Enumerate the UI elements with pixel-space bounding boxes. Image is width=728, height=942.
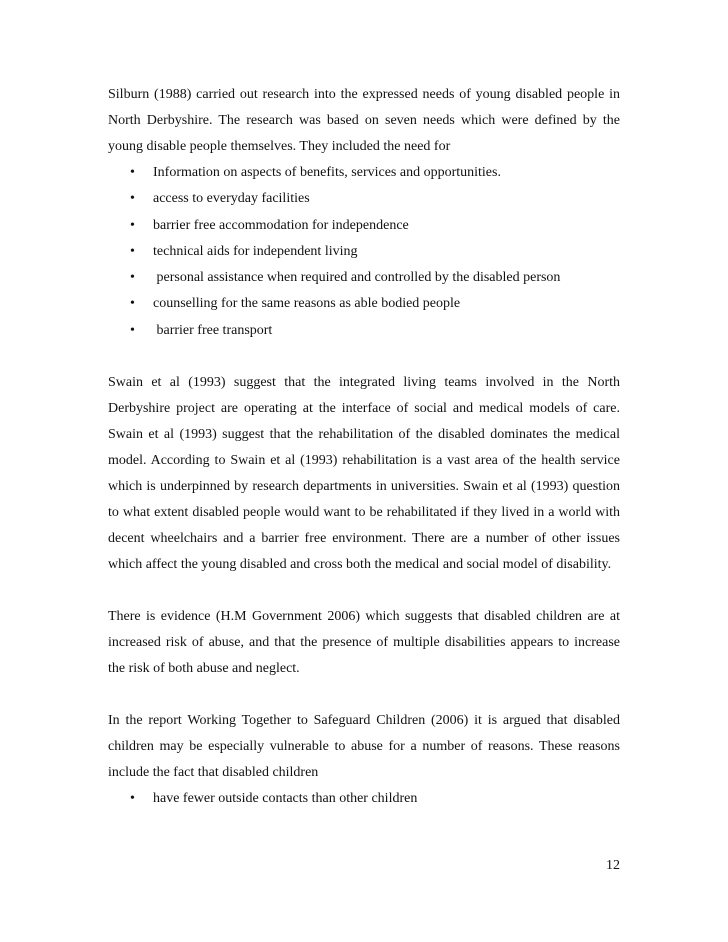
page-number: 12 — [606, 858, 620, 873]
reasons-bullet-list — [108, 786, 620, 812]
paragraph-abuse-evidence: There is evidence (H.M Government 2006) which suggests that disabled children are at increased risk of abuse, and that the presence of multiple disabilities appears to increase the risk of both abuse and neglect. — [108, 609, 620, 677]
paragraph-spacer — [108, 578, 620, 604]
needs-bullet-list — [108, 160, 620, 344]
list-item-text: barrier free accommodation for independence — [153, 217, 409, 233]
bullet-icon: • — [130, 165, 135, 180]
bullet-icon: • — [130, 243, 135, 259]
list-item — [108, 186, 620, 212]
paragraph-swain-models: Swain et al (1993) suggest that the integrated living teams involved in the North Derbyshire project are operating at the interface of social and medical models of care. Swain et al (1993) suggest that the rehabilitation of the disabled dominates the medical model. According to Swain et al (1993) rehabilitation is a vast area of the health service which is underpinned by research departments in universities. Swain et al (1993) question to what extent disabled people would want to be rehabilitated if they lived in a world with decent wheelchairs and a barrier free environment. There are a number of other issues which affect the young disabled and cross both the medical and social model of disability. — [108, 375, 620, 573]
document-page — [108, 82, 620, 812]
bullet-icon: • — [130, 322, 135, 338]
bullet-icon: • — [130, 191, 135, 207]
paragraph-silburn-research: Silburn (1988) carried out research into the expressed needs of young disabled people in North Derbyshire. The research was based on seven needs which were defined by the young disable people themselves. They included the need for — [108, 87, 620, 154]
list-item-text: access to everyday facilities — [153, 191, 310, 207]
list-item — [108, 291, 620, 317]
list-item-text: technical aids for independent living — [153, 243, 358, 259]
bullet-icon: • — [130, 217, 135, 233]
bullet-icon: • — [130, 296, 135, 312]
list-item-text: personal assistance when required and controlled by the disabled person — [153, 270, 561, 286]
list-item-text: counselling for the same reasons as able bodied people — [153, 296, 461, 312]
list-item — [108, 786, 620, 812]
list-item-text: barrier free transport — [153, 322, 273, 338]
list-item — [108, 318, 620, 344]
bullet-icon: • — [130, 791, 135, 807]
list-item — [108, 160, 620, 186]
list-item-text: have fewer outside contacts than other children — [153, 791, 418, 807]
list-item-text: Information on aspects of benefits, services and opportunities. — [153, 165, 501, 180]
paragraph-spacer — [108, 344, 620, 370]
list-item — [108, 239, 620, 265]
list-item — [108, 265, 620, 291]
bullet-icon: • — [130, 270, 135, 286]
paragraph-working-together: In the report Working Together to Safeguard Children (2006) it is argued that disabled children may be especially vulnerable to abuse for a number of reasons. These reasons include the fact that disabled children — [108, 713, 620, 781]
paragraph-spacer — [108, 682, 620, 708]
list-item — [108, 213, 620, 239]
